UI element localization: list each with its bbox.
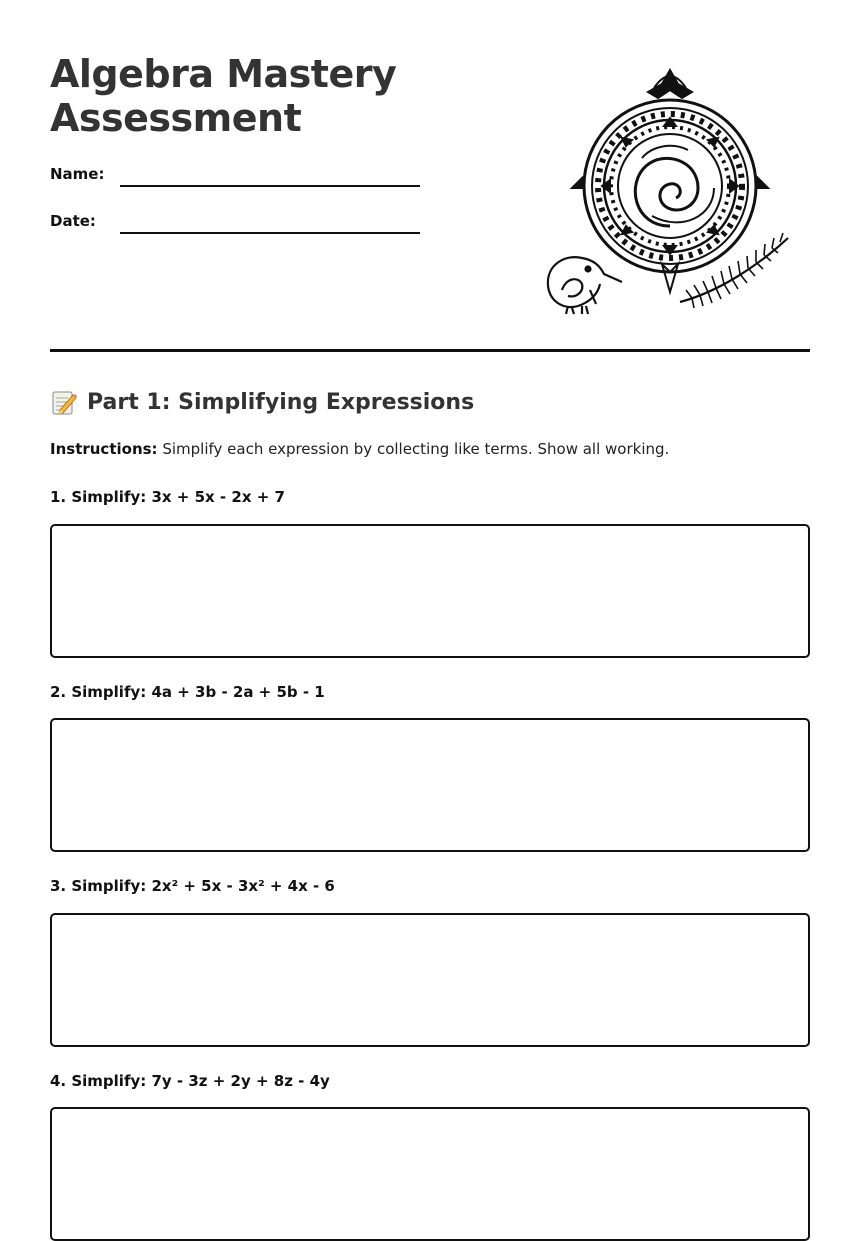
- worksheet-header: [50, 0, 810, 352]
- question-label: 2. Simplify: 4a + 3b - 2a + 5b - 1: [50, 683, 325, 701]
- question-1: [50, 488, 810, 658]
- date-field[interactable]: [50, 212, 420, 236]
- part1-heading-text: Part 1: Simplifying Expressions: [87, 389, 475, 415]
- question-3: [50, 877, 810, 1047]
- instructions-text: Simplify each expression by collecting like terms. Show all working.: [162, 440, 670, 458]
- maori-emblem-icon: [542, 66, 794, 318]
- page-title: [50, 52, 396, 140]
- name-input-line[interactable]: [120, 185, 420, 187]
- question-label: 3. Simplify: 2x² + 5x - 3x² + 4x - 6: [50, 877, 335, 895]
- question-label: 4. Simplify: 7y - 3z + 2y + 8z - 4y: [50, 1072, 330, 1090]
- worksheet-page: [50, 0, 810, 1090]
- answer-box[interactable]: [50, 718, 810, 852]
- title-line-1: Algebra Mastery: [50, 52, 397, 96]
- name-label: Name:: [50, 165, 105, 183]
- date-label: Date:: [50, 212, 96, 230]
- answer-box[interactable]: [50, 1107, 810, 1241]
- question-2: [50, 683, 810, 852]
- date-input-line[interactable]: [120, 232, 420, 234]
- instructions-label: Instructions:: [50, 440, 158, 458]
- title-line-2: Assessment: [50, 96, 302, 140]
- part1-heading: [50, 388, 474, 416]
- question-label: 1. Simplify: 3x + 5x - 2x + 7: [50, 488, 285, 506]
- memo-pencil-icon: [50, 388, 78, 416]
- answer-box[interactable]: [50, 913, 810, 1047]
- answer-box[interactable]: [50, 524, 810, 658]
- question-4: [50, 1072, 810, 1241]
- name-field[interactable]: [50, 165, 420, 189]
- instructions: [50, 440, 669, 458]
